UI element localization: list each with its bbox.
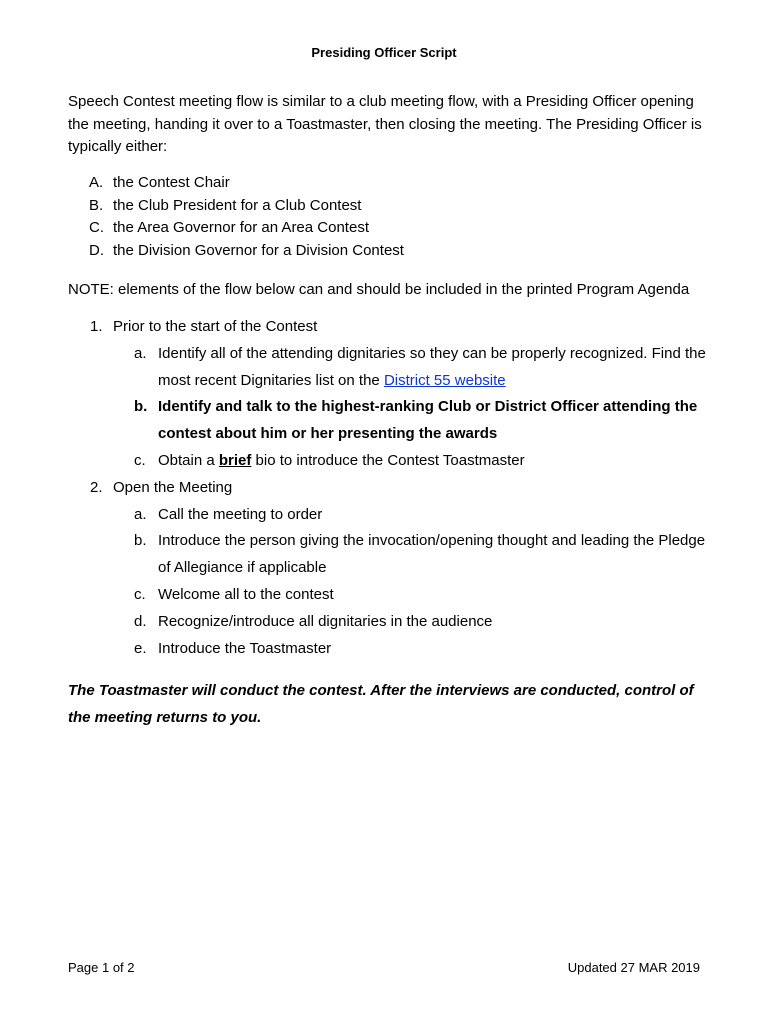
sub-item-marker: c.: [134, 585, 146, 603]
page-number: Page 1 of 2: [68, 960, 135, 975]
sub-item-text: Identify and talk to the highest-ranking Club or District Officer attending the contest about him or her presenting the awards: [158, 398, 698, 443]
updated-date: Updated 27 MAR 2019: [567, 960, 700, 975]
list-marker: A.: [89, 174, 104, 191]
sub-item-text: Identify all of the attending dignitaries so they can be properly recognized. Find the most recent Dignitaries list on the: [158, 344, 706, 389]
step-prior-to-contest: [68, 314, 708, 475]
step-text: Open the Meeting: [113, 478, 233, 496]
sub-item: [68, 582, 708, 609]
document-title: Presiding Officer Script: [311, 45, 457, 60]
list-item-text: the Contest Chair: [113, 174, 230, 191]
note-paragraph: NOTE: elements of the flow below can and should be included in the printed Program Agenda: [68, 281, 690, 298]
list-marker: C.: [89, 219, 104, 236]
sub-item-marker: b.: [134, 532, 147, 550]
sub-item-text: Call the meeting to order: [158, 505, 323, 523]
sub-item: [68, 636, 708, 663]
sub-item: [68, 341, 708, 395]
sub-item-text: Introduce the person giving the invocation/opening thought and leading the Pledge of Allegiance if applicable: [158, 532, 706, 577]
list-marker: B.: [89, 196, 104, 214]
intro-paragraph: Speech Contest meeting flow is similar to a club meeting flow, with a Presiding Officer opening the meeting, handing it over to a Toastmaster, then closing the meeting. The Presiding Officer is typically either:: [68, 93, 702, 155]
sub-item-text: Welcome all to the contest: [158, 585, 334, 603]
sub-item-text: Obtain a: [158, 451, 219, 469]
sub-item: [68, 448, 708, 475]
sub-item-text: Recognize/introduce all dignitaries in the audience: [158, 612, 493, 630]
list-item: [68, 217, 688, 240]
step-marker: 1.: [90, 318, 103, 335]
sub-item-text: bio to introduce the Contest Toastmaster: [251, 451, 525, 469]
sub-item: [68, 394, 708, 448]
list-item: [68, 195, 688, 218]
sub-item: [68, 609, 708, 636]
sub-item-marker: e.: [134, 639, 147, 657]
closing-note: The Toastmaster will conduct the contest. After the interviews are conducted, control of the meeting returns to you.: [68, 682, 694, 726]
district-55-website-link[interactable]: District 55 website: [383, 371, 506, 389]
sub-item-marker: d.: [134, 612, 147, 630]
step-open-meeting: [68, 475, 708, 663]
sub-item-marker: a.: [134, 344, 147, 362]
emphasis-text: brief: [218, 451, 252, 469]
flow-steps-list: [68, 314, 708, 662]
step-marker: 2.: [90, 478, 103, 496]
sub-item-marker: b.: [134, 398, 148, 416]
sub-item: [68, 528, 708, 582]
list-item-text: the Division Governor for a Division Contest: [113, 241, 404, 259]
list-item-text: the Club President for a Club Contest: [113, 196, 362, 214]
list-item: [68, 240, 688, 263]
sub-item-text: Introduce the Toastmaster: [158, 639, 332, 657]
list-item-text: the Area Governor for an Area Contest: [113, 219, 369, 236]
sub-item: [68, 502, 708, 529]
list-marker: D.: [89, 241, 104, 259]
sub-item-marker: c.: [134, 451, 146, 469]
step-text: Prior to the start of the Contest: [113, 318, 318, 335]
sub-item-marker: a.: [134, 505, 147, 523]
list-item: [68, 172, 688, 195]
presiding-officer-list: [68, 172, 688, 262]
